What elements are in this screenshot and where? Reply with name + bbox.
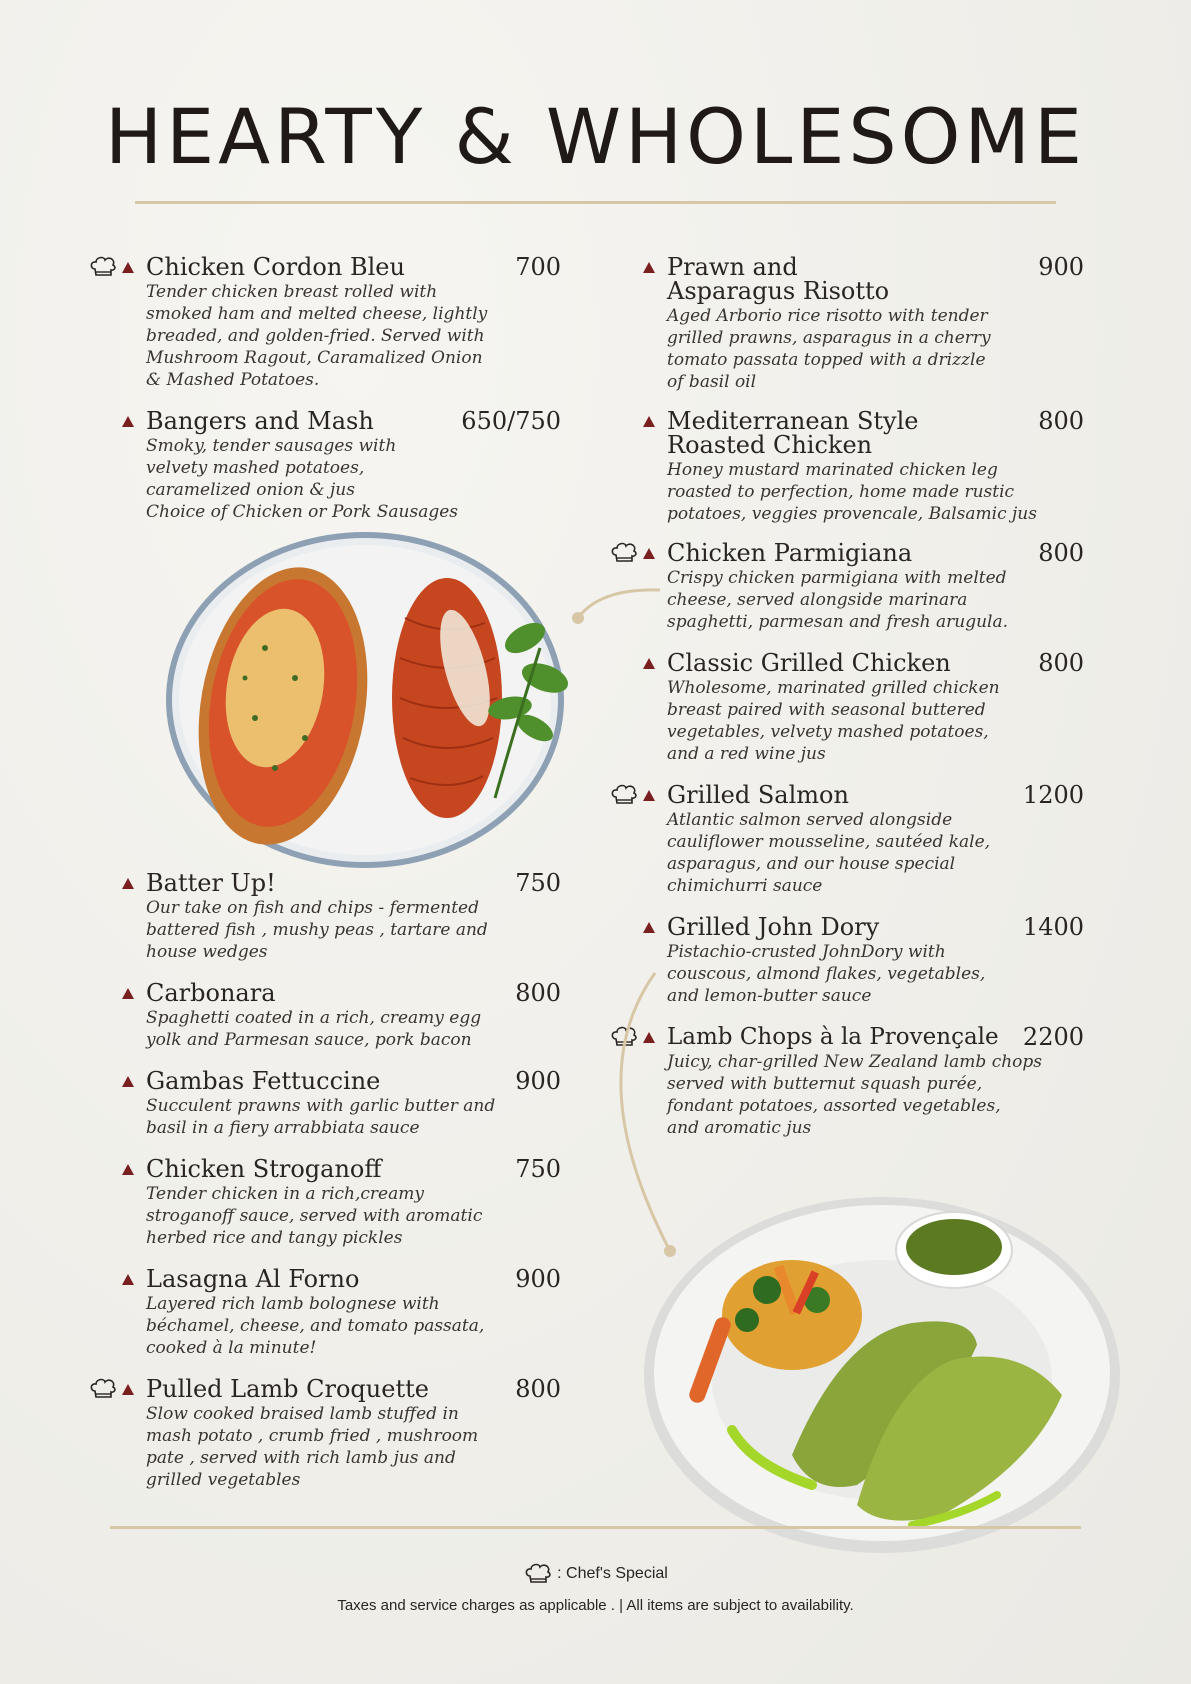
footer-note: Taxes and service charges as applicable . | All items are subject to availability. (337, 1597, 854, 1614)
triangle-icon (122, 1164, 134, 1175)
item-name: Carbonara (146, 979, 276, 1007)
menu-item-bangers-and-mash (146, 409, 561, 523)
menu-item-lamb-chops-provencale (667, 1025, 1084, 1139)
item-price: 750 (515, 869, 561, 897)
item-description: Succulent prawns with garlic butter and basil in a fiery arrabbiata sauce (146, 1096, 496, 1138)
menu-item-batter-up (146, 871, 561, 963)
triangle-icon (122, 1384, 134, 1395)
item-name: Classic Grilled Chicken (667, 649, 951, 677)
chef-hat-icon (88, 1377, 118, 1401)
menu-item-grilled-salmon (667, 783, 1084, 897)
item-description: Tender chicken in a rich,creamy stroganoff sauce, served with aromatic herbed rice and tangy pickles (146, 1184, 483, 1248)
menu-item-prawn-asparagus-risotto (667, 255, 1084, 393)
chicken-parmigiana-plate-image (165, 528, 590, 873)
item-name: Chicken Cordon Bleu (146, 253, 405, 281)
triangle-icon (643, 790, 655, 801)
triangle-icon (643, 658, 655, 669)
triangle-icon (122, 416, 134, 427)
item-price: 900 (515, 1265, 561, 1293)
item-description: Aged Arborio rice risotto with tender grilled prawns, asparagus in a cherry tomato passata topped with a drizzle of basil oil (667, 306, 991, 392)
item-description: Crispy chicken parmigiana with melted cheese, served alongside marinara spaghetti, parmesan and fresh arugula. (667, 568, 1009, 632)
chef-hat-icon (609, 541, 639, 565)
item-price: 800 (1038, 649, 1084, 677)
bottom-divider (110, 1526, 1081, 1529)
item-name: Mediterranean Style Roasted Chicken (667, 407, 919, 459)
triangle-icon (643, 548, 655, 559)
chef-hat-icon (523, 1562, 553, 1586)
item-description: Our take on fish and chips - fermented battered fish , mushy peas , tartare and house wedges (146, 898, 488, 962)
chef-hat-icon (88, 255, 118, 279)
menu-item-chicken-stroganoff (146, 1157, 561, 1249)
item-name: Batter Up! (146, 869, 276, 897)
item-name: Lamb Chops à la Provençale (667, 1024, 999, 1050)
menu-item-classic-grilled-chicken (667, 651, 1084, 765)
item-description: Spaghetti coated in a rich, creamy egg yolk and Parmesan sauce, pork bacon (146, 1008, 482, 1050)
item-price: 1200 (1022, 781, 1084, 809)
item-description: Layered rich lamb bolognese with béchamel, cheese, and tomato passata, cooked à la minute! (146, 1294, 485, 1358)
item-name: Chicken Stroganoff (146, 1155, 382, 1183)
item-price: 800 (515, 1375, 561, 1403)
triangle-icon (122, 1076, 134, 1087)
menu-item-lasagna-al-forno (146, 1267, 561, 1359)
menu-item-carbonara (146, 981, 561, 1051)
menu-item-mediterranean-roasted-chicken (667, 409, 1084, 525)
item-name: Chicken Parmigiana (667, 539, 913, 567)
legend-text: : Chef's Special (557, 1565, 668, 1583)
chef-hat-icon (609, 783, 639, 807)
triangle-icon (122, 988, 134, 999)
item-description: Atlantic salmon served alongside cauliflower mousseline, sautéed kale, asparagus, and our house special chimichurri sauce (667, 810, 991, 896)
item-price: 900 (1038, 253, 1084, 281)
menu-item-pulled-lamb-croquette (146, 1377, 561, 1491)
triangle-icon (122, 878, 134, 889)
item-name: Pulled Lamb Croquette (146, 1375, 429, 1403)
menu-item-chicken-parmigiana (667, 541, 1084, 633)
item-price: 800 (1038, 539, 1084, 567)
item-name: Lasagna Al Forno (146, 1265, 360, 1293)
triangle-icon (643, 922, 655, 933)
item-description: Smoky, tender sausages with velvety mashed potatoes, caramelized onion & jus Choice of Chicken or Pork Sausages (146, 436, 459, 522)
menu-title: HEARTY & WHOLESOME (105, 92, 1086, 181)
item-price: 2200 (1022, 1023, 1084, 1051)
item-price: 650/750 (461, 407, 561, 435)
triangle-icon (643, 416, 655, 427)
item-price: 900 (515, 1067, 561, 1095)
menu-item-gambas-fettuccine (146, 1069, 561, 1139)
item-description: Honey mustard marinated chicken leg roasted to perfection, home made rustic potatoes, veggies provencale, Balsamic jus (667, 460, 1037, 524)
menu-item-grilled-john-dory (667, 915, 1084, 1007)
item-price: 800 (1038, 407, 1084, 435)
top-divider (135, 201, 1056, 204)
item-name: Grilled Salmon (667, 781, 849, 809)
item-description: Pistachio-crusted JohnDory with couscous, almond flakes, vegetables, and lemon-butter sauce (667, 942, 986, 1006)
triangle-icon (122, 1274, 134, 1285)
item-name: Bangers and Mash (146, 407, 374, 435)
triangle-icon (122, 262, 134, 273)
item-description: Slow cooked braised lamb stuffed in mash potato , crumb fried , mushroom pate , served with rich lamb jus and grilled vegetables (146, 1404, 479, 1490)
item-price: 1400 (1022, 913, 1084, 941)
item-name: Prawn and Asparagus Risotto (667, 253, 890, 305)
menu-item-chicken-cordon-bleu (146, 255, 561, 391)
triangle-icon (643, 262, 655, 273)
item-price: 700 (515, 253, 561, 281)
item-price: 800 (515, 979, 561, 1007)
connector-line (570, 580, 665, 630)
item-description: Juicy, char-grilled New Zealand lamb chops served with butternut squash purée, fondant potatoes, assorted vegetables, and aromatic jus (667, 1052, 1043, 1138)
item-description: Wholesome, marinated grilled chicken breast paired with seasonal buttered vegetables, velvety mashed potatoes, and a red wine jus (667, 678, 1000, 764)
item-description: Tender chicken breast rolled with smoked ham and melted cheese, lightly breaded, and golden-fried. Served with Mushroom Ragout, Caramalized Onion & Mashed Potatoes. (146, 282, 488, 390)
item-name: Gambas Fettuccine (146, 1067, 381, 1095)
item-name: Grilled John Dory (667, 913, 880, 941)
chef-special-legend (0, 1562, 1191, 1586)
item-price: 750 (515, 1155, 561, 1183)
grilled-fish-plate-image (642, 1195, 1124, 1570)
